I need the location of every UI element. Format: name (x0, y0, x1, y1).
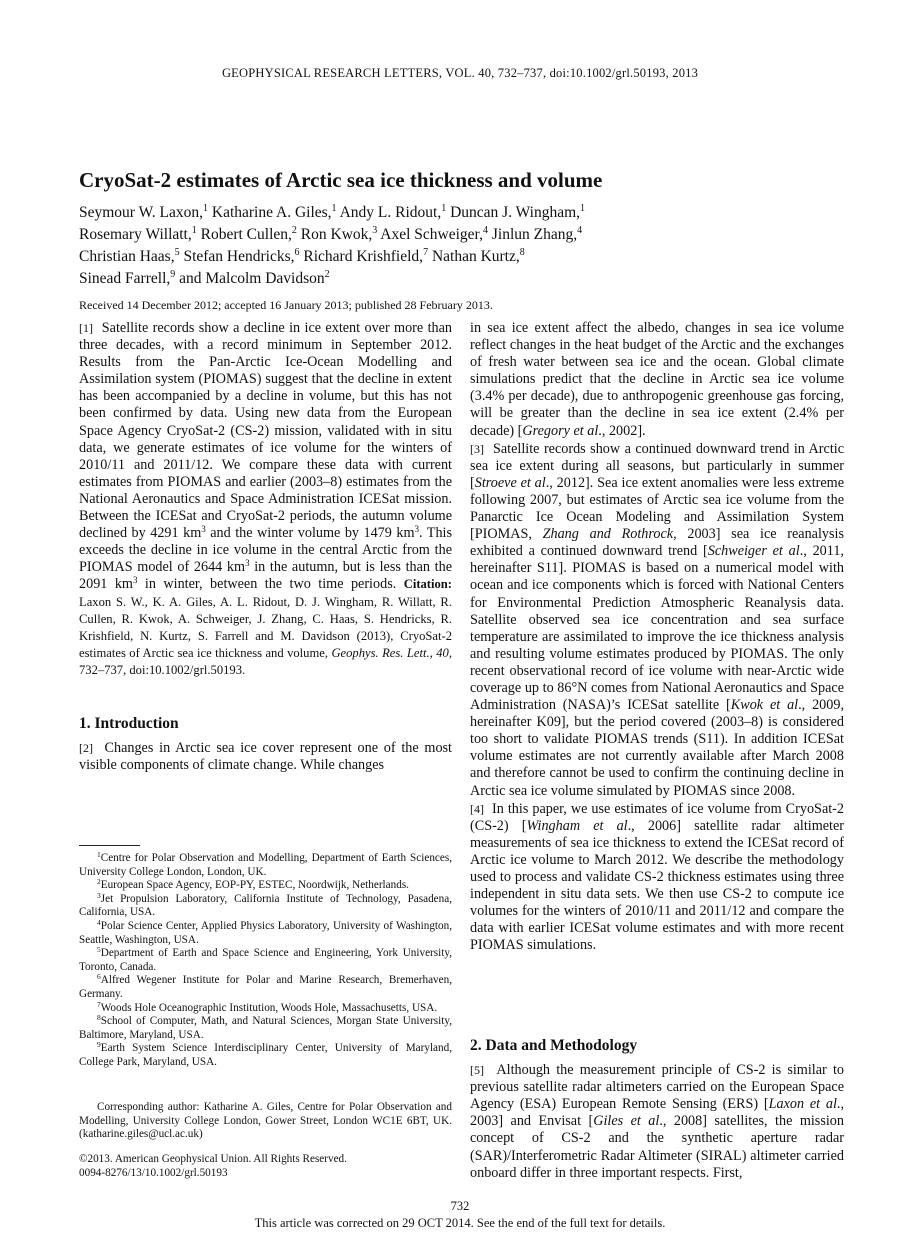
affiliation-footnote: $^8$School of Computer, Math, and Natural Sciences, Morgan State University, Baltimore, Maryland, USA. (79, 1013, 452, 1041)
author: Duncan J. Wingham, (450, 204, 581, 221)
author-affiliation-number: 1 (203, 203, 208, 214)
author-affiliation-number: 1 (441, 203, 447, 214)
paragraph-3: [3] Satellite records show a continued downward trend in Arctic sea ice extent during all seasons, but particularly in summer [Stroeve et al., 2012]. Sea ice extent anomalies were less extreme following 2007, but estimates of Arctic sea ice volume from the Panarctic Ice Ocean Modeling and Assimilation System [PIOMAS, Zhang and Rothrock, 2003] sea ice reanalysis exhibited a continued downward trend [Schweiger et al., 2011, hereinafter S11]. PIOMAS is based on a numerical model with ocean and ice components which is forced with National Centers for Environmental Prediction Atmospheric Reanalysis data. Satellite observed sea ice concentration and sea surface temperature are assimilated to improve the ice thickness analysis and resulting volume estimates produced by PIOMAS. The only recent observational record of ice volume with near-Arctic wide coverage up to 86°N comes from National Aeronautics and Space Administration (NASA)’s ICESat satellite [Kwok et al., 2009, hereinafter K09], but the period covered (2003–8) is considered too short to validate PIOMAS trends (S11). In addition ICESat volume estimates are not currently available after March 2008 and therefore cannot be used to confirm the continuing decline in Arctic sea ice volume simulated by PIOMAS since 2008. (470, 440, 845, 799)
author-affiliation-number: 9 (170, 269, 176, 280)
article-title: CryoSat-2 estimates of Arctic sea ice thickness and volume (79, 168, 603, 192)
author-affiliation-number: 4 (577, 225, 583, 236)
author: and Malcolm Davidson (179, 270, 325, 287)
author-affiliation-number: 1 (331, 203, 337, 214)
author-affiliation-number: 5 (174, 247, 180, 258)
author-affiliation-number: 2 (291, 225, 297, 236)
author: Katharine A. Giles, (211, 204, 332, 221)
author-affiliation-number: 1 (580, 203, 586, 214)
author: Jinlun Zhang, (491, 226, 578, 243)
section-heading-introduction: 1. Introduction (79, 714, 179, 732)
paragraph-2: [2] Changes in Arctic sea ice cover represent one of the most visible components of climate change. While changes (79, 740, 453, 774)
author: Axel Schweiger, (380, 226, 483, 243)
footnote-divider (79, 845, 140, 846)
copyright-block: ©2013. American Geophysical Union. All Rights Reserved. 0094-8276/13/10.1002/grl.50193 (79, 1153, 347, 1179)
section-heading-data-methodology: 2. Data and Methodology (470, 1037, 638, 1054)
author-affiliation-number: 6 (294, 247, 300, 258)
affiliation-footnote: $^5$Department of Earth and Space Science and Engineering, York University, Toronto, Canada. (79, 945, 452, 973)
author: Stefan Hendricks, (183, 248, 295, 265)
affiliation-footnote: $^6$Alfred Wegener Institute for Polar and Marine Research, Bremerhaven, Germany. (79, 972, 452, 1000)
affiliation-footnote: $^4$Polar Science Center, Applied Physics Laboratory, University of Washington, Seattle, Washington, USA. (79, 917, 452, 946)
author: Ron Kwok, (300, 226, 373, 243)
author: Robert Cullen, (200, 226, 292, 243)
author: Rosemary Willatt, (79, 226, 192, 243)
right-column (470, 320, 844, 954)
paragraph-4: [4] In this paper, we use estimates of ice volume from CryoSat-2 (CS-2) [Wingham et al., 2006] satellite radar altimeter measurements of sea ice thickness to extend the ICESat record of Arctic ice volume to March 2012. We describe the methodology used to process and validate CS-2 thickness estimates using three independent in situ data sets. We then use CS-2 to compute ice volumes for the winters of 2010/11 and 2011/12 and compare the data with earlier ICESat volume estimates and with more recent PIOMAS simulations. (470, 800, 845, 954)
affiliation-footnote: $^9$Earth System Science Interdisciplinary Center, University of Maryland, College Park, Maryland, USA. (79, 1040, 452, 1068)
author-affiliation-number: 7 (423, 247, 429, 258)
author: Nathan Kurtz, (431, 248, 520, 265)
paragraph-5: [5] Although the measurement principle of CS-2 is similar to previous satellite radar altimeters carried on the European Space Agency (ESA) European Remote Sensing (ERS) [Laxon et al., 2003] and Envisat [Giles et al., 2008] satellites, the mission concept of CS-2 and the synthetic aperture radar (SAR)/Interferometric Radar Altimeter (SIRAL) altimeter carried onboard differ in three important respects. First, (470, 1062, 844, 1181)
paragraph-number: [1] (79, 321, 93, 335)
author: Christian Haas, (79, 248, 175, 265)
author-affiliation-number: 8 (519, 247, 525, 258)
corresponding-author: Corresponding author: Katharine A. Giles, Centre for Polar Observation and Modelling, University College London, Gower Street, London WC1E 6BT, UK. (katharine.giles@ucl.ac.uk) (79, 1101, 452, 1141)
author-affiliation-number: 2 (324, 269, 330, 280)
section-2-block (470, 1037, 844, 1182)
author-list (79, 202, 799, 290)
affiliation-footnote: $^2$European Space Agency, EOP-PY, ESTEC, Noordwijk, Netherlands. (97, 877, 409, 892)
affiliation-footnotes (79, 852, 452, 1070)
affiliation-footnote: $^3$Jet Propulsion Laboratory, California Institute of Technology, Pasadena, California, USA. (79, 890, 452, 919)
left-column (79, 320, 452, 774)
author: Richard Krishfield, (303, 248, 424, 265)
affiliation-footnote: $^7$Woods Hole Oceanographic Institution, Woods Hole, Massachusetts, USA. (97, 999, 438, 1014)
paragraph-2-continued: in sea ice extent affect the albedo, changes in sea ice volume reflect changes in the heat budget of the Arctic and the exchanges of fresh water between sea ice and the ocean. Global climate simulations predict that the decline in Arctic sea ice volume (3.4% per decade), due to anthropogenic greenhouse gas forcing, will be greater than the decline in sea ice extent (2.4% per decade) [Gregory et al., 2002]. (470, 320, 844, 439)
correction-note: This article was corrected on 29 OCT 2014. See the end of the full text for details. (254, 1216, 666, 1230)
author-affiliation-number: 1 (191, 225, 197, 236)
author-affiliation-number: 4 (482, 225, 488, 236)
author: Andy L. Ridout, (339, 204, 442, 221)
page-number: 732 (450, 1199, 470, 1213)
received-dates: Received 14 December 2012; accepted 16 January 2013; published 28 February 2013. (79, 298, 493, 312)
author: Sinead Farrell, (79, 270, 171, 287)
journal-header: GEOPHYSICAL RESEARCH LETTERS, VOL. 40, 732–737, doi:10.1002/grl.50193, 2013 (221, 66, 699, 80)
citation: Citation: Laxon S. W., K. A. Giles, A. L. Ridout, D. J. Wingham, R. Willatt, R. Cullen, R. Kwok, A. Schweiger, J. Zhang, C. Haas, S. Hendricks, R. Krishfield, N. Kurtz, S. Farrell and M. Davidson (2013), CryoSat-2 estimates of Arctic sea ice thickness and volume, Geophys. Res. Lett., 40, 732–737, doi:10.1002/grl.50193. (79, 577, 452, 677)
abstract: [1] Satellite records show a decline in ice extent over more than three decades, with a record minimum in September 2012. Results from the Pan-Arctic Ice-Ocean Modelling and Assimilation system (PIOMAS) suggest that the decline in extent has been accompanied by a decline in volume, but this has not been confirmed by data. Using new data from the European Space Agency CryoSat-2 (CS-2) mission, validated with in situ data, we generate estimates of ice volume for the winters of 2010/11 and 2011/12. We compare these data with current estimates from PIOMAS and earlier (2003–8) estimates from the National Aeronautics and Space Administration ICESat mission. Between the ICESat and CryoSat-2 periods, the autumn volume declined by 4291 $km^3$ and the winter volume by 1479 $km^3$. This exceeds the decline in ice volume in the central Arctic from the PIOMAS model of 2644 $km^3$ in the autumn, but is less than the 2091 $km^3$ in winter, between the two time periods. Citation: Laxon S. W., K. A. Giles, A. L. Ridout, D. J. Wingham, R. Willatt, R. Cullen, R. Kwok, A. Schweiger, J. Zhang, C. Haas, S. Hendricks, R. Krishfield, N. Kurtz, S. Farrell and M. Davidson (2013), CryoSat-2 estimates of Arctic sea ice thickness and volume, Geophys. Res. Lett., 40, 732–737, doi:10.1002/grl.50193. (79, 320, 453, 677)
author-affiliation-number: 3 (372, 225, 378, 236)
affiliation-footnote: $^1$Centre for Polar Observation and Modelling, Department of Earth Sciences, University College London, London, UK. (79, 850, 452, 878)
author: Seymour W. Laxon, (79, 204, 203, 221)
